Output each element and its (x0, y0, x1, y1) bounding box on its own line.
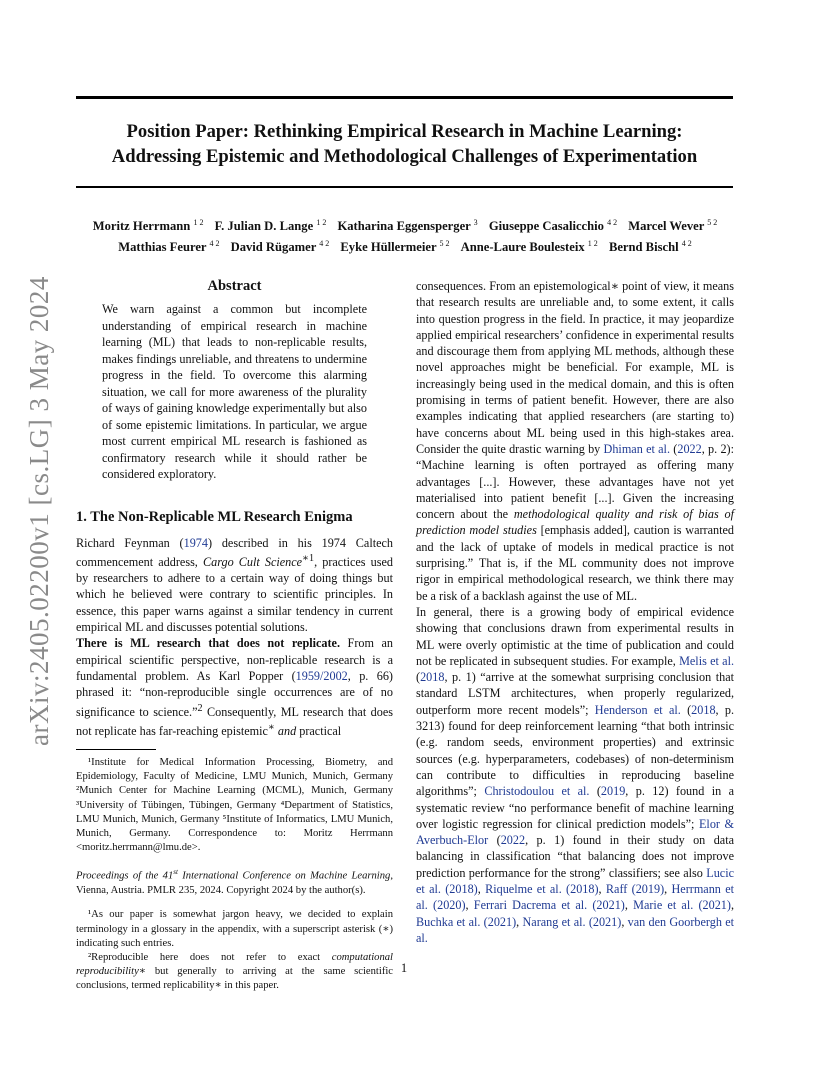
author-list (60, 214, 750, 256)
author: Bernd Bischl $^{4 2}$ (608, 239, 692, 255)
author: Anne-Laure Boulesteix $^{1 2}$ (460, 239, 598, 255)
author-line-1 (60, 214, 750, 235)
citation-link[interactable]: 1974 (183, 535, 208, 550)
citation-link[interactable]: van den Goorbergh et al. (416, 914, 735, 945)
citation-link[interactable]: Henderson et al. (594, 702, 681, 717)
author: Katharina Eggensperger $^3$ (337, 218, 478, 234)
arxiv-identifier-stamp: arXiv:2405.02200v1 [cs.LG] 3 May 2024 (24, 276, 54, 746)
citation-link[interactable]: Marie et al. (2021) (633, 898, 731, 913)
title-line-2: Addressing Epistemic and Methodological Challenges of Experimentation (111, 146, 698, 167)
citation-link[interactable]: Dhiman et al. (603, 441, 670, 456)
abstract-heading: Abstract (207, 278, 262, 294)
citation-link[interactable]: Melis et al. (679, 653, 734, 668)
body-paragraph: In general, there is a growing body of empirical evidence showing that conclusions drawn from experimental results in ML were overly optimistic at the time of publication and could not be replicated in subsequent studies. For example, Melis et al. (2018, p. 1) “arrive at the somewhat surprising conclusion that standard LSTM architectures, when properly regularized, outperform more recent models”; Henderson et al. (2018, p. 3213) found for deep reinforcement learning “that both intrinsic (e.g. random seeds, environment properties) and extrinsic sources (e.g. hyperparameters, codebases) of non-determinism can contribute to difficulties in reproducing baseline algorithms”; Christodoulou et al. (2019, p. 12) found in a systematic review “no performance benefit of machine learning over logistic regression for clinical prediction models”; Elor & Averbuch-Elor (2022, p. 1) found in their study on data balancing in classification “that balancing does not improve prediction performance for the strong” classifiers; see also Lucic et al. (2018), Riquelme et al. (2018), Raff (2019), Herrmann et al. (2020), Ferrari Dacrema et al. (2021), Marie et al. (2021), Buchka et al. (2021), Narang et al. (2021), van den Goorbergh et al. (416, 604, 735, 945)
section-heading: 1. The Non-Replicable ML Research Enigma (76, 508, 353, 525)
author: Eyke Hüllermeier $^{5 2}$ (340, 239, 450, 255)
author: David Rügamer $^{4 2}$ (230, 239, 330, 255)
body-paragraph: consequences. From an epistemological∗ point of view, it means that research results are unreliable and, to some extent, it calls into question progress in the field. In practice, it may jeopardize applied empirical researchers’ confidence in experimental results and discourage them from applying ML methods, although these novel approaches might be beneficial. For example, ML is increasingly being used in the medical domain, and this is often promising in terms of patient benefit. However, there are also examples indicating that applied researchers (are starting to) have concerns about ML being used in this high-stakes area. Consider the quite drastic warning by Dhiman et al. (2022, p. 2): “Machine learning is often portrayed as offering many advantages [...]. However, these advantages have not yet materialised into patient benefit [...]. Given the increasing concern about the methodological quality and risk of bias of prediction model studies [emphasis added], caution is warranted and the lack of uptake of models in medical practice is not surprising.” That is, if the ML community does not improve rigor in empirical methodological research, we think there may be a risk of a backlash against the use of ML. (416, 279, 734, 603)
citation-link[interactable]: Christodoulou et al. (484, 784, 590, 799)
author: Giuseppe Casalicchio $^{4 2}$ (488, 218, 618, 234)
citation-link[interactable]: Ferrari Dacrema et al. (2021) (473, 898, 625, 913)
paper-title (76, 119, 733, 169)
footnotes (76, 756, 393, 994)
footnote: ²Reproducible here does not refer to exact computational reproducibility∗ but generally to arriving at the same scientific conclusions, termed replicability∗ in this paper. (76, 952, 393, 992)
citation-link[interactable]: Herrmann et al. (2020) (416, 881, 735, 913)
left-column (76, 278, 393, 994)
author-line-2 (60, 235, 750, 256)
citation-link[interactable]: Lucic et al. (2018) (416, 865, 734, 896)
citation-link[interactable]: Riquelme et al. (2018) (485, 881, 599, 896)
citation-link[interactable]: 2018 (420, 670, 445, 685)
citation-link[interactable]: Narang et al. (2021) (522, 914, 622, 929)
footnote: ¹As our paper is somewhat jargon heavy, we decided to explain terminology in a glossary in the appendix, with a superscript asterisk (∗) indicating such entries. (76, 909, 393, 949)
abstract-text: We warn against a common but incomplete understanding of empirical research in machine learning (ML) that leads to non-replicable results, makes findings unreliable, and threatens to undermine progress in the field. To overcome this alarming situation, we call for more awareness of the plurality of ways of gaining knowledge experimentally but also of some epistemic limitations. In particular, we argue most current empirical ML research is fashioned as confirmatory research while it should rather be considered exploratory. (102, 302, 368, 481)
body-paragraph: There is ML research that does not replicate. From an empirical scientific perspective, non-replicable research is a fundamental problem. As Karl Popper (1959/2002, p. 66) phrased it: “non-reproducible single occurrences are of no significance to science.”$^2$ Consequently, ML research that does not replicate has far-reaching epistemic∗ and practical (76, 636, 393, 738)
body-paragraph: Richard Feynman (1974) described in his 1974 Caltech commencement address, Cargo Cult Science$^{∗1}$, practices used by researchers to adhere to a certain way of doing things but which he believed were contrary to scientific principles. In essence, this paper warns against a similar tendency in current empirical ML and discusses potential solutions. (76, 535, 393, 635)
footnote-divider (76, 749, 156, 750)
citation-link[interactable]: 2022 (500, 833, 526, 848)
page-number: 1 (400, 961, 408, 975)
citation-link[interactable]: 2019 (600, 784, 626, 799)
proceedings-note: Proceedings of the 41st International Conference on Machine Learning, Vienna, Austria. PMLR 235, 2024. Copyright 2024 by the author(s). (76, 868, 393, 897)
paragraph-heading: There is ML research that does not replicate. (76, 636, 341, 651)
title-bottom-rule (76, 186, 733, 188)
citation-link[interactable]: Raff (2019) (605, 881, 665, 896)
title-line-1: Position Paper: Rethinking Empirical Research in Machine Learning: (126, 121, 683, 142)
citation-link[interactable]: 2018 (691, 702, 716, 717)
citation-link[interactable]: Elor & Averbuch-Elor (416, 816, 734, 848)
title-top-rule (76, 96, 733, 99)
author: Moritz Herrmann $^{1 2}$ (92, 218, 204, 234)
citation-link[interactable]: Buchka et al. (2021) (416, 914, 517, 929)
author: Matthias Feurer $^{4 2}$ (118, 239, 220, 255)
citation-link[interactable]: 1959/2002 (295, 668, 348, 683)
author: F. Julian D. Lange $^{1 2}$ (214, 218, 327, 234)
right-column (416, 278, 734, 946)
author: Marcel Wever $^{5 2}$ (628, 218, 718, 234)
citation-link[interactable]: 2022 (677, 441, 702, 456)
affiliations-footnote: ¹Institute for Medical Information Processing, Biometry, and Epidemiology, Faculty of Medicine, LMU Munich, Munich, Germany ²Munich Center for Machine Learning (MCML), Munich, Germany ³University of Tübingen, Tübingen, Germany ⁴Department of Statistics, LMU Munich, Munich, Germany ⁵Institute of Informatics, LMU Munich, Munich, Germany. Correspondence to: Moritz Herrmann <moritz.herrmann@lmu.de>. (76, 757, 393, 854)
